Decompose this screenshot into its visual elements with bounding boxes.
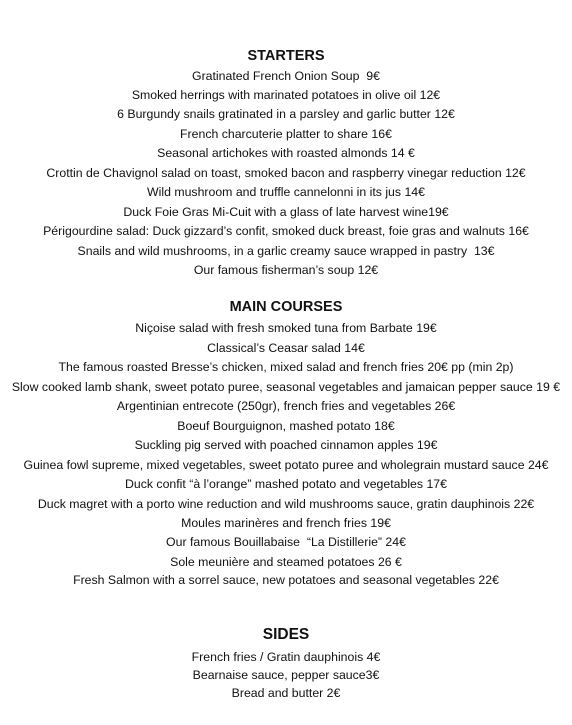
menu-item: Our famous fisherman’s soup 12€	[193, 263, 379, 277]
menu-item: Seasonal artichokes with roasted almonds 14 €	[157, 146, 415, 160]
menu-item: Guinea fowl supreme, mixed vegetables, sweet potato puree and wholegrain mustard sauce 24€	[23, 458, 549, 472]
menu-item: Moules marinères and french fries 19€	[181, 516, 391, 530]
menu-item: Niçoise salad with fresh smoked tuna from Barbate 19€	[135, 321, 437, 335]
menu-item: Classical’s Ceasar salad 14€	[207, 341, 365, 355]
menu-item: Argentinian entrecote (250gr), french fries and vegetables 26€	[116, 399, 456, 413]
menu-item: Crottin de Chavignol salad on toast, smoked bacon and raspberry vinegar reduction 12€	[46, 166, 526, 180]
menu-item: Duck magret with a porto wine reduction and wild mushrooms sauce, gratin dauphinois 22€	[37, 497, 535, 511]
starters-heading: STARTERS	[247, 48, 325, 64]
menu-item: Fresh Salmon with a sorrel sauce, new potatoes and seasonal vegetables 22€	[73, 573, 499, 587]
menu-item: Gratinated French Onion Soup 9€	[192, 69, 380, 83]
menu-item: Duck Foie Gras Mi-Cuit with a glass of late harvest wine19€	[123, 205, 449, 219]
menu-item: Slow cooked lamb shank, sweet potato puree, seasonal vegetables and jamaican pepper sauce 19 €	[11, 380, 561, 394]
menu-item: Our famous Bouillabaise “La Distillerie” 24€	[166, 535, 406, 549]
menu-item: Bearnaise sauce, pepper sauce3€	[192, 668, 380, 682]
menu-item: Snails and wild mushrooms, in a garlic creamy sauce wrapped in pastry 13€	[77, 244, 495, 258]
menu-item: Boeuf Bourguignon, mashed potato 18€	[177, 419, 395, 433]
menu-item: Périgourdine salad: Duck gizzard’s confit, smoked duck breast, foie gras and walnuts 16€	[43, 224, 529, 238]
menu-item: Bread and butter 2€	[231, 686, 341, 700]
menu-item: French fries / Gratin dauphinois 4€	[191, 650, 381, 664]
menu-item: Duck confit “à l’orange” mashed potato and vegetables 17€	[125, 477, 447, 491]
menu-item: Sole meunière and steamed potatoes 26 €	[170, 555, 402, 569]
menu-item: Suckling pig served with poached cinnamon apples 19€	[134, 438, 438, 452]
main-courses-heading: MAIN COURSES	[229, 299, 343, 315]
menu-item: The famous roasted Bresse’s chicken, mixed salad and french fries 20€ pp (min 2p)	[58, 360, 514, 374]
menu-item: Smoked herrings with marinated potatoes in olive oil 12€	[131, 88, 441, 102]
menu-item: Wild mushroom and truffle cannelonni in its jus 14€	[147, 185, 425, 199]
menu-item: 6 Burgundy snails gratinated in a parsley and garlic butter 12€	[117, 107, 455, 121]
sides-heading: SIDES	[262, 626, 310, 643]
menu-item: French charcuterie platter to share 16€	[180, 127, 392, 141]
